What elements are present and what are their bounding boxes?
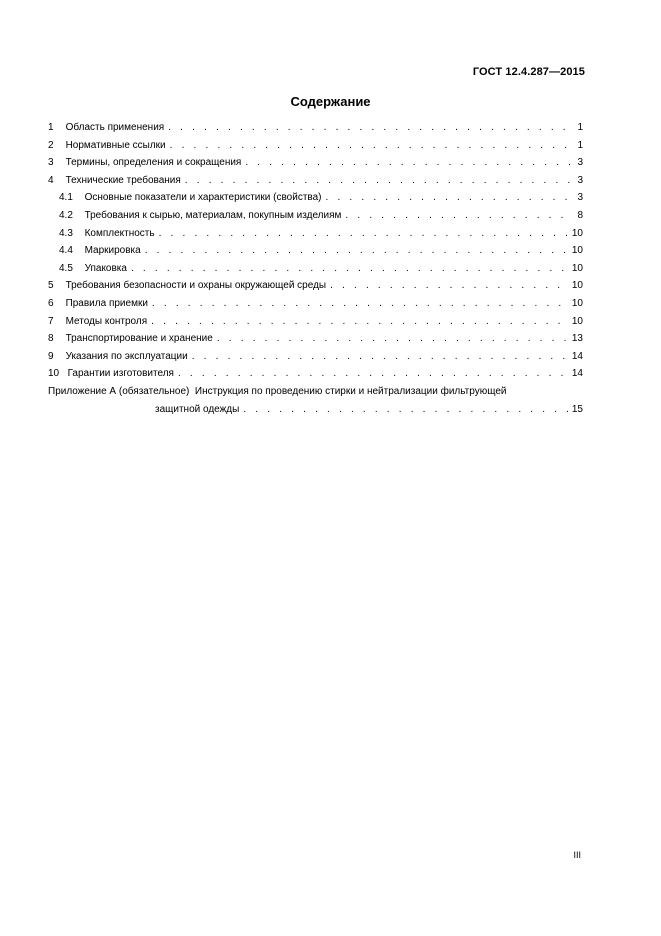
dot-leader (330, 280, 568, 291)
toc-entry-number: 1 (48, 122, 54, 133)
toc-entry-number: 4.2 (59, 209, 73, 221)
toc-entry-number: 5 (48, 280, 54, 292)
toc-entry-page: 1 (577, 122, 583, 133)
toc-entry-number: 4 (48, 174, 54, 186)
toc-entry-title: Технические требования (65, 174, 181, 186)
dot-leader (178, 368, 568, 379)
dot-leader (168, 122, 573, 133)
toc-entry-page: 14 (571, 368, 583, 380)
appendix-title-line1: Инструкция по проведению стирки и нейтрализации фильтрующей (194, 385, 507, 397)
toc-entry-page: 10 (571, 262, 583, 274)
dot-leader (243, 404, 568, 415)
dot-leader (151, 316, 568, 327)
dot-leader (159, 228, 568, 239)
toc-entry-number: 4.3 (59, 227, 73, 239)
toc-entry-8[interactable] (48, 333, 583, 351)
toc-entry-10[interactable] (48, 368, 583, 386)
standard-code: ГОСТ 12.4.287—2015 (472, 66, 585, 78)
dot-leader (326, 192, 574, 203)
toc-entry-9[interactable] (48, 351, 583, 369)
dot-leader (245, 157, 573, 168)
toc-entry-4-1[interactable] (48, 192, 583, 210)
table-of-contents (48, 122, 583, 421)
dot-leader (217, 333, 568, 344)
toc-entry-number: 4.5 (59, 262, 73, 274)
toc-entry-page: 10 (571, 297, 583, 309)
toc-entry-3[interactable] (48, 157, 583, 175)
toc-entry-title: Правила приемки (65, 297, 148, 309)
toc-entry-page: 3 (577, 192, 583, 204)
toc-entry-number: 7 (48, 315, 54, 327)
toc-entry-number: 4.4 (59, 245, 73, 257)
toc-entry-page: 14 (571, 350, 583, 362)
toc-entry-page: 10 (571, 227, 583, 239)
toc-entry-title: Требования к сырью, материалам, покупным изделиям (84, 209, 342, 221)
appendix-title-line2: защитной одежды (155, 403, 240, 415)
toc-entry-4-5[interactable] (48, 263, 583, 281)
toc-entry-title: Комплектность (84, 227, 155, 239)
toc-entry-4-2[interactable] (48, 210, 583, 228)
dot-leader (345, 210, 573, 221)
toc-entry-title: Область применения (65, 122, 165, 133)
toc-entry-number: 9 (48, 350, 54, 362)
toc-entry-page: 15 (571, 403, 583, 415)
page-number: III (573, 850, 581, 860)
dot-leader (192, 351, 568, 362)
toc-entry-1[interactable] (48, 122, 583, 140)
toc-entry-number: 2 (48, 139, 54, 151)
dot-leader (170, 140, 574, 151)
toc-entry-4-3[interactable] (48, 228, 583, 246)
toc-entry-number: 3 (48, 157, 54, 169)
toc-entry-page: 3 (577, 157, 583, 169)
toc-entry-title: Методы контроля (65, 315, 148, 327)
toc-entry-number: 8 (48, 333, 54, 345)
toc-entry-page: 13 (571, 333, 583, 345)
toc-entry-title: Гарантии изготовителя (67, 368, 174, 380)
toc-entry-title: Маркировка (84, 245, 141, 257)
toc-entry-number: 4.1 (59, 192, 73, 204)
toc-entry-title: Нормативные ссылки (65, 139, 166, 151)
dot-leader (185, 175, 574, 186)
toc-entry-2[interactable] (48, 140, 583, 158)
appendix-label: Приложение А (обязательное) (48, 385, 190, 397)
toc-entry-5[interactable] (48, 280, 583, 298)
toc-entry-number: 6 (48, 297, 54, 309)
dot-leader (152, 298, 568, 309)
toc-entry-6[interactable] (48, 298, 583, 316)
toc-entry-page: 3 (577, 174, 583, 186)
toc-entry-title: Основные показатели и характеристики (свойства) (84, 192, 322, 204)
toc-entry-title: Требования безопасности и охраны окружающей среды (65, 280, 327, 292)
toc-entry-page: 8 (577, 209, 583, 221)
toc-entry-4-4[interactable] (48, 245, 583, 263)
toc-entry-7[interactable] (48, 316, 583, 334)
toc-entry-title: Указания по эксплуатации (65, 350, 188, 362)
toc-entry-appendix-a[interactable] (48, 386, 583, 421)
toc-entry-title: Упаковка (84, 262, 127, 274)
toc-entry-page: 1 (577, 139, 583, 151)
dot-leader (131, 263, 568, 274)
toc-entry-title: Транспортирование и хранение (65, 333, 213, 345)
toc-title: Содержание (290, 94, 371, 109)
toc-entry-number: 10 (48, 368, 60, 380)
dot-leader (145, 245, 568, 256)
toc-entry-4[interactable] (48, 175, 583, 193)
toc-entry-page: 10 (571, 245, 583, 257)
toc-entry-page: 10 (571, 280, 583, 292)
toc-entry-page: 10 (571, 315, 583, 327)
toc-entry-title: Термины, определения и сокращения (65, 157, 242, 169)
